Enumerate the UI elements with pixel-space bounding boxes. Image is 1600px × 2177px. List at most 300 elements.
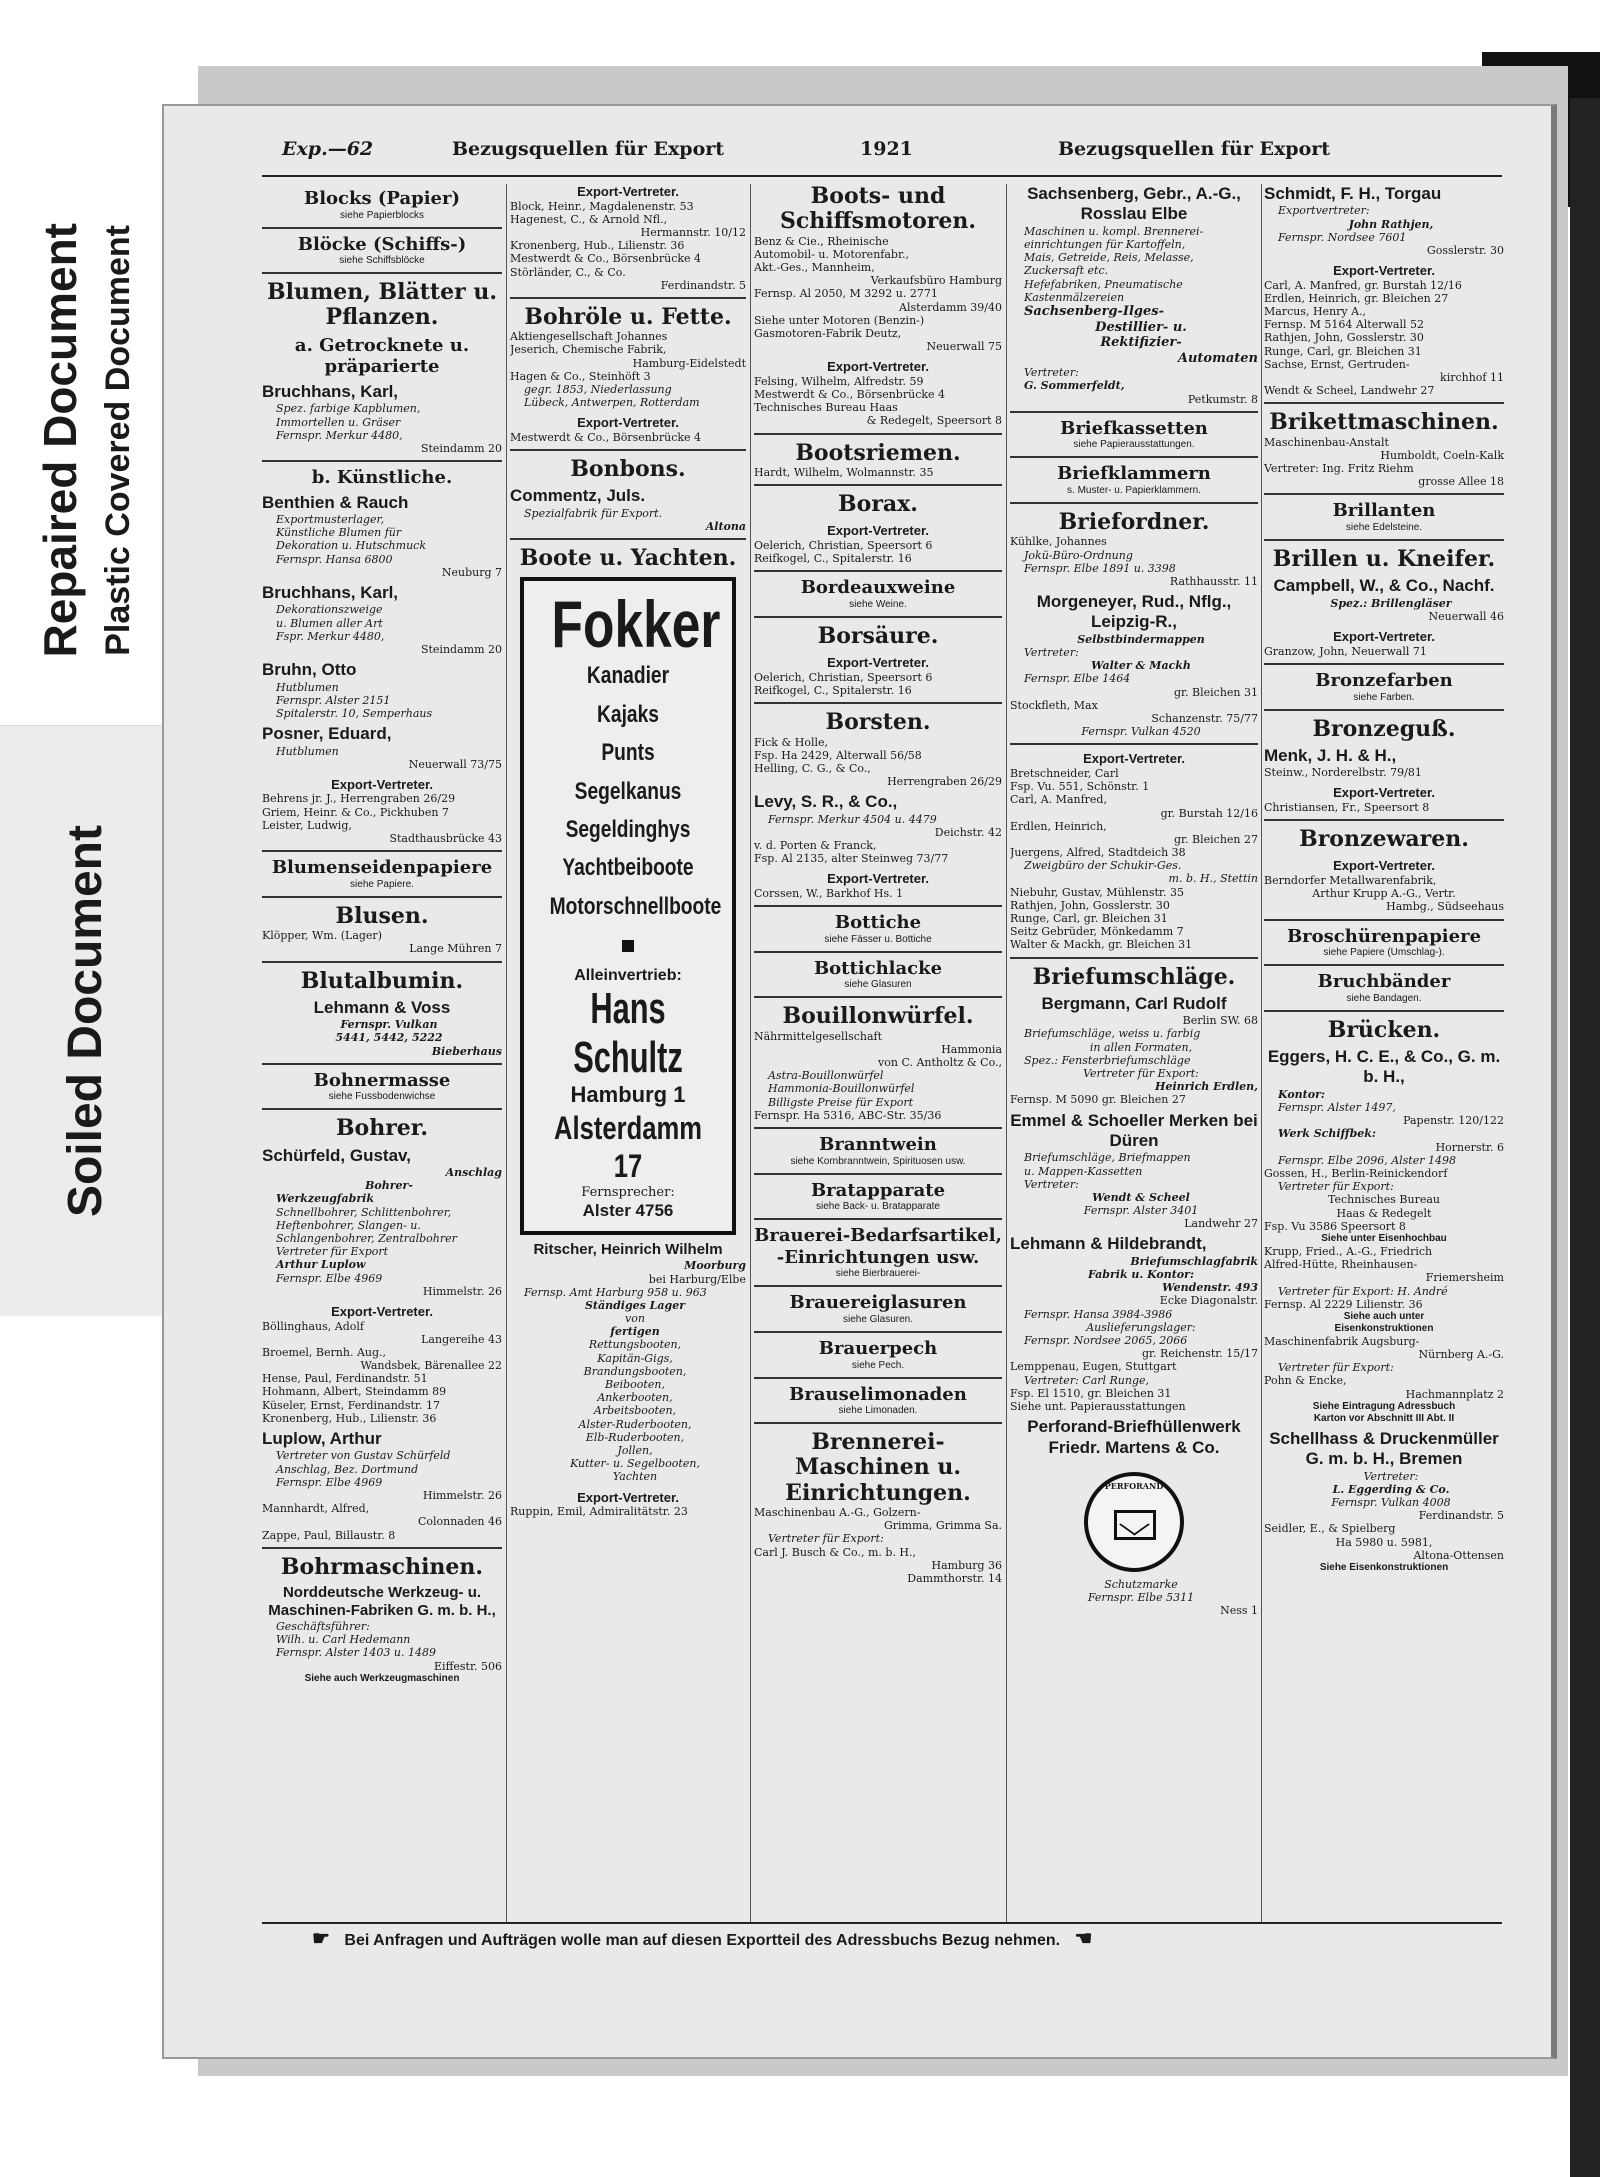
- entry-line: Spezialfabrik für Export.: [524, 506, 663, 520]
- entry-line: Oelerich, Christian, Speersort 6: [754, 670, 933, 684]
- entry-line: Elb-Ruderbooten,: [585, 1430, 685, 1444]
- entry-line: Störländer, C., & Co.: [510, 265, 626, 279]
- entry-address: gr. Bleichen 31: [1173, 685, 1258, 699]
- column-2: [510, 184, 746, 1924]
- footer-text: Bei Anfragen und Aufträgen wolle man auf diesen Exportteil des Adressbuchs Bezug nehmen.: [344, 1932, 1061, 1949]
- entry-address: Bieberhaus: [431, 1044, 502, 1058]
- export-agents-heading: Export-Vertreter.: [827, 523, 929, 539]
- entry-line: Fsp. El 1510, gr. Bleichen 31: [1010, 1386, 1172, 1400]
- separator: [262, 227, 502, 229]
- entry-line: Wendt & Scheel, Landwehr 27: [1264, 384, 1435, 398]
- entry-line: Vertreter für Export:: [1083, 1067, 1199, 1081]
- separator: [754, 1173, 1002, 1175]
- entry-address: Gosslerstr. 30: [1426, 243, 1504, 257]
- entry-line: Auslieferungslager:: [1086, 1320, 1196, 1334]
- separator: [754, 1218, 1002, 1220]
- see-reference: siehe Bierbrauerei-: [835, 1268, 921, 1280]
- entry-line: Geschäftsführer:: [276, 1620, 370, 1633]
- entry-line: Künstliche Blumen für: [276, 526, 402, 540]
- entry-line: Destillier- u.: [1095, 319, 1187, 335]
- entry-line: Küseler, Ernst, Ferdinandstr. 17: [262, 1398, 440, 1412]
- section-heading: Brauerei-Bedarfsartikel, -Einrichtungen usw.: [754, 1225, 1002, 1268]
- entry-address: gr. Bleichen 27: [1173, 832, 1258, 846]
- section-heading: Briefumschläge.: [1032, 963, 1236, 990]
- entry-address: m. b. H., Stettin: [1168, 872, 1258, 886]
- entry-line: Kastenmälzereien: [1024, 290, 1125, 304]
- export-agents-heading: Export-Vertreter.: [1333, 785, 1435, 801]
- entry-line: Fsp. Al 2135, alter Steinweg 73/77: [754, 852, 949, 866]
- entry-line: Ankerbooten,: [597, 1391, 673, 1405]
- entry-line: Kontor:: [1278, 1087, 1325, 1101]
- ad-item: Yachtbeiboote: [562, 854, 694, 882]
- entry-line: Fernsp. Al 2050, M 3292 u. 2771: [754, 287, 938, 301]
- pointing-hand-right-icon: ☛: [312, 1928, 330, 1950]
- entry-line: Alfred-Hütte, Rheinhausen-: [1264, 1258, 1418, 1272]
- separator: [262, 1108, 502, 1110]
- column-1: [262, 184, 502, 1924]
- entry-line: Billigste Preise für Export: [768, 1095, 914, 1109]
- see-reference: siehe Limonaden.: [838, 1405, 918, 1417]
- separator: [754, 484, 1002, 486]
- entry-line: Fernspr. Nordsee 7601: [1278, 230, 1407, 244]
- subsection-heading: a. Getrocknete u. präparierte: [294, 334, 470, 378]
- entry-address: Schanzenstr. 75/77: [1151, 711, 1258, 725]
- entry-line: Stockfleth, Max: [1010, 698, 1098, 712]
- entry-line: Runge, Carl, gr. Bleichen 31: [1264, 344, 1422, 358]
- entry-address: Hammonia: [941, 1042, 1002, 1056]
- entry-line: Vertreter: Carl Runge,: [1024, 1373, 1150, 1387]
- entry-address: Berlin SW. 68: [1182, 1014, 1258, 1028]
- entry-line: Hohmann, Albert, Steindamm 89: [262, 1385, 447, 1399]
- entry-line: Heftenbohrer, Slangen- u.: [276, 1218, 421, 1232]
- entry-line: Ruppin, Emil, Admiralitätstr. 23: [510, 1505, 688, 1519]
- entry-line: Zappe, Paul, Billaustr. 8: [262, 1528, 396, 1542]
- separator: [754, 1331, 1002, 1333]
- section-heading: Blumen, Blätter u. Pflanzen.: [267, 279, 497, 331]
- entry-line: Zweigbüro der Schukir-Ges.: [1024, 859, 1182, 873]
- entry-line: Vertreter:: [1024, 366, 1079, 380]
- entry-line: Briefumschläge, weiss u. farbig: [1024, 1027, 1201, 1041]
- entry-line: G. Sommerfeldt,: [1024, 379, 1125, 393]
- entry-line: Spez. farbige Kapblumen,: [276, 402, 421, 416]
- entry-address: Deichstr. 42: [934, 825, 1002, 839]
- entry-line: Fernspr. Elbe 2096, Alster 1498: [1278, 1153, 1456, 1167]
- entry-line: Fernsp. M 5164 Alterwall 52: [1264, 318, 1424, 332]
- entry-line: Gossen, H., Berlin-Reinickendorf: [1264, 1167, 1448, 1180]
- entry-line: Fernspr. Hansa 3984-3986: [1024, 1307, 1173, 1321]
- column-divider: [506, 184, 507, 1924]
- see-reference: Siehe Eisenkonstruktionen: [1319, 1561, 1449, 1573]
- separator: [1010, 743, 1258, 745]
- entry-line: John Rathjen,: [1348, 217, 1434, 231]
- entry-line: Walter & Mackh: [1091, 659, 1191, 673]
- company-name: Lehmann & Voss: [313, 997, 451, 1017]
- entry-line: Maschinenbau A.-G., Golzern-: [754, 1506, 921, 1520]
- entry-line: Maschinen u. kompl. Brennerei-: [1024, 224, 1204, 238]
- section-heading: Brillen u. Kneifer.: [1272, 546, 1496, 573]
- export-agents-heading: Export-Vertreter.: [577, 1489, 679, 1505]
- entry-address: Neuerwall 46: [1428, 609, 1504, 623]
- entry-line: Exportmusterlager,: [276, 513, 385, 527]
- entry-line: Fernspr. Vulkan: [340, 1018, 438, 1032]
- company-name: Perforand-Briefhüllenwerk Friedr. Martens & Co.: [1027, 1417, 1241, 1457]
- entry-line: Kutter- u. Segelbooten,: [570, 1457, 700, 1471]
- entry-line: Leister, Ludwig,: [262, 818, 352, 832]
- entry-address: Friemersheim: [1425, 1271, 1504, 1285]
- separator: [754, 616, 1002, 618]
- see-reference: siehe Schiffsblöcke: [339, 255, 425, 267]
- separator: [1264, 402, 1504, 404]
- entry-line: Lübeck, Antwerpen, Rotterdam: [524, 396, 700, 410]
- entry-address: Papenstr. 120/122: [1403, 1114, 1504, 1128]
- export-agents-heading: Export-Vertreter.: [1333, 629, 1435, 645]
- see-reference: siehe Weine.: [849, 598, 907, 610]
- label-soiled-document: Soiled Document: [58, 824, 112, 1218]
- entry-line: Hardt, Wilhelm, Wolmannstr. 35: [754, 465, 934, 479]
- company-name: Bergmann, Carl Rudolf: [1041, 993, 1227, 1013]
- entry-address: bei Harburg/Elbe: [648, 1272, 746, 1286]
- section-heading: Brauerpech: [818, 1337, 938, 1359]
- section-heading: Boots- und Schiffsmotoren.: [779, 184, 977, 235]
- see-reference: s. Muster- u. Papierklammern.: [1067, 485, 1201, 497]
- entry-line: Spez.: Brillengläser: [1330, 596, 1452, 610]
- company-name: Campbell, W., & Co., Nachf.: [1273, 576, 1495, 596]
- entry-line: Vertreter für Export:: [768, 1532, 884, 1546]
- entry-line: Hagen & Co., Steinhöft 3: [510, 369, 651, 383]
- entry-line: Ha 5980 u. 5981,: [1335, 1535, 1433, 1549]
- see-reference: siehe Kornbranntwein, Spirituosen usw.: [790, 1155, 966, 1167]
- entry-line: Jeserich, Chemische Fabrik,: [510, 343, 667, 357]
- section-heading: Bootsriemen.: [795, 439, 961, 466]
- company-name: Posner, Eduard,: [262, 724, 392, 744]
- section-heading: Bratapparate: [810, 1179, 946, 1201]
- section-heading: Bohrmaschinen.: [280, 1553, 484, 1580]
- entry-line: Mestwerdt & Co., Börsenbrücke 4: [510, 430, 702, 444]
- entry-address: Hermannstr. 10/12: [640, 225, 746, 239]
- subsection-heading: b. Künstliche.: [311, 467, 453, 489]
- entry-line: Siehe unter Motoren (Benzin-): [754, 313, 925, 327]
- export-agents-heading: Export-Vertreter.: [1333, 858, 1435, 874]
- company-name: Eggers, H. C. E., & Co., G. m. b. H.,: [1267, 1047, 1501, 1087]
- entry-line: Seidler, E., & Spielberg: [1264, 1522, 1396, 1536]
- section-heading: Branntwein: [819, 1134, 937, 1155]
- entry-line: Mannhardt, Alfred,: [262, 1502, 370, 1516]
- company-name: Benthien & Rauch: [262, 492, 409, 512]
- entry-line: Hammonia-Bouillonwürfel: [768, 1082, 915, 1096]
- ad-title: Fokker: [551, 587, 721, 662]
- see-reference: siehe Glasuren.: [842, 1313, 914, 1325]
- entry-line: Fsp. Vu. 551, Schönstr. 1: [1010, 780, 1150, 794]
- company-name: Morgeneyer, Rud., Nflg., Leipzig-R.,: [1036, 592, 1232, 632]
- separator: [754, 951, 1002, 953]
- header-year: 1921: [860, 138, 913, 160]
- entry-line: Fernspr. Elbe 1464: [1024, 672, 1131, 686]
- entry-line: Selbstbindermappen: [1077, 632, 1205, 646]
- entry-line: Schutzmarke: [1104, 1577, 1178, 1591]
- entry-line: Fernspr. Vulkan 4520: [1081, 725, 1201, 739]
- see-reference: siehe Fässer u. Bottiche: [824, 933, 932, 945]
- entry-line: Ständiges Lager: [584, 1298, 686, 1312]
- ad-sole-distribution: Alleinvertrieb:: [574, 967, 682, 985]
- entry-line: Griem, Heinr. & Co., Pickhuben 7: [262, 805, 449, 819]
- column-3: [754, 184, 1002, 1924]
- separator: [1264, 539, 1504, 541]
- section-heading: Brücken.: [1327, 1016, 1441, 1043]
- label-plastic-covered-document: Plastic Covered Document: [98, 224, 137, 656]
- entry-line: Maschinenbau-Anstalt: [1264, 435, 1389, 449]
- section-heading: Borax.: [838, 491, 918, 518]
- entry-address: Ferdinandstr. 5: [1418, 1509, 1504, 1523]
- ad-bullet-square: [622, 940, 634, 952]
- separator: [1010, 957, 1258, 959]
- page-footer: [312, 1926, 1492, 1951]
- entry-line: Berndorfer Metallwarenfabrik,: [1264, 874, 1437, 888]
- see-reference: siehe Papiere.: [350, 878, 414, 890]
- export-agents-heading: Export-Vertreter.: [577, 415, 679, 431]
- separator: [262, 272, 502, 274]
- entry-line: Carl J. Busch & Co., m. b. H.,: [754, 1545, 917, 1559]
- entry-line: Kapitän-Gigs,: [597, 1351, 673, 1365]
- section-heading: Bonbons.: [570, 456, 686, 483]
- entry-line: Fernspr. Elbe 5311: [1087, 1591, 1195, 1605]
- entry-line: Fernspr. Merkur 4480,: [276, 428, 403, 442]
- entry-address: Colonnaden 46: [417, 1515, 502, 1529]
- see-reference: siehe Edelsteine.: [1345, 522, 1423, 534]
- entry-line: Vertreter für Export:: [1278, 1180, 1394, 1194]
- entry-line: Fabrik u. Kontor:: [1087, 1268, 1195, 1282]
- entry-line: Fernsp. M 5090 gr. Bleichen 27: [1010, 1093, 1186, 1107]
- entry-line: Fernspr. Vulkan 4008: [1331, 1495, 1451, 1509]
- entry-line: Anschlag: [445, 1166, 502, 1180]
- section-heading: Bohrer.: [335, 1115, 429, 1142]
- entry-line: Maschinenfabrik Augsburg-: [1264, 1334, 1420, 1348]
- separator: [510, 449, 746, 451]
- entry-address: kirchhof 11: [1440, 371, 1504, 385]
- entry-line: Rathjen, John, Gosslerstr. 30: [1010, 898, 1170, 912]
- section-heading: Broschürenpapiere: [1286, 925, 1482, 947]
- separator: [1264, 663, 1504, 665]
- entry-line: Exportvertreter:: [1278, 204, 1370, 218]
- label-repaired-document: Repaired Document: [33, 222, 86, 658]
- section-heading: Bouillonwürfel.: [782, 1003, 974, 1030]
- entry-line: Bretschneider, Carl: [1010, 766, 1119, 780]
- entry-address: Neuburg 7: [441, 565, 502, 579]
- company-name: Lehmann & Hildebrandt,: [1010, 1234, 1207, 1254]
- entry-address: Hamburg-Eidelstedt: [632, 356, 746, 370]
- see-reference: siehe Farben.: [1353, 691, 1415, 703]
- company-name: Schellhass & Druckenmüller G. m. b. H., Bremen: [1269, 1428, 1499, 1469]
- entry-line: Dekoration u. Hutschmuck: [276, 539, 426, 553]
- separator: [1264, 493, 1504, 495]
- entry-line: Vertreter für Export:: [1278, 1361, 1394, 1375]
- entry-line: u. Blumen aller Art: [276, 616, 383, 630]
- header-title-left: Bezugsquellen für Export: [452, 138, 725, 160]
- entry-line: Brandungsbooten,: [583, 1364, 687, 1378]
- side-label-panel-repaired: [0, 160, 170, 720]
- entry-line: Vertreter:: [1024, 646, 1079, 660]
- entry-address: Humboldt, Coeln-Kalk: [1380, 448, 1504, 462]
- see-reference: Siehe auch unter: [1343, 1310, 1425, 1322]
- entry-line: L. Eggerding & Co.: [1332, 1482, 1450, 1496]
- entry-line: Briefumschläge, Briefmappen: [1024, 1151, 1191, 1165]
- entry-line: Fernspr. Nordsee 2065, 2066: [1024, 1334, 1188, 1347]
- entry-address: Petkumstr. 8: [1187, 392, 1258, 406]
- entry-line: 5441, 5442, 5222: [335, 1031, 443, 1045]
- entry-line: Steinw., Norderelbstr. 79/81: [1264, 766, 1422, 780]
- export-agents-heading: Export-Vertreter.: [1083, 751, 1185, 767]
- entry-line: Hutblumen: [276, 680, 339, 694]
- entry-address: Hornerstr. 6: [1435, 1140, 1504, 1154]
- entry-line: Kronenberg, Hub., Lilienstr. 36: [262, 1411, 437, 1425]
- entry-line: Anschlag, Bez. Dortmund: [276, 1462, 419, 1476]
- entry-address: & Redegelt, Speersort 8: [866, 414, 1002, 428]
- entry-line: Helling, C. G., & Co.,: [754, 761, 871, 775]
- entry-line: Fernspr. Alster 1497,: [1278, 1101, 1396, 1115]
- entry-line: v. d. Porten & Franck,: [754, 839, 877, 853]
- entry-line: Krupp, Fried., A.-G., Friedrich: [1264, 1244, 1433, 1258]
- section-heading: Bronzeguß.: [1312, 715, 1456, 742]
- entry-line: Juergens, Alfred, Stadtdeich 38: [1010, 846, 1186, 860]
- entry-address: von C. Antholtz & Co.,: [878, 1056, 1002, 1070]
- entry-line: Sachsenberg-Ilges-: [1024, 303, 1165, 319]
- entry-line: Spez.: Fensterbriefumschläge: [1024, 1053, 1191, 1067]
- entry-line: Mais, Getreide, Reis, Melasse,: [1024, 251, 1194, 265]
- ad-item: Segelkanus: [574, 777, 682, 805]
- entry-line: Corssen, W., Barkhof Hs. 1: [754, 887, 904, 901]
- entry-line: Christiansen, Fr., Speersort 8: [1264, 800, 1430, 814]
- entry-line: Jokü-Büro-Ordnung: [1024, 548, 1133, 562]
- header-rule: [262, 175, 1502, 177]
- entry-line: Gasmotoren-Fabrik Deutz,: [754, 326, 902, 340]
- separator: [1264, 1010, 1504, 1012]
- footer-rule: [262, 1922, 1502, 1924]
- entry-address: Ness 1: [1220, 1604, 1258, 1618]
- see-reference: siehe Papierblocks: [340, 209, 424, 221]
- column-4: [1010, 184, 1258, 1924]
- separator: [754, 1422, 1002, 1424]
- company-name: Commentz, Juls.: [510, 486, 646, 506]
- ad-company: Hans Schultz: [573, 984, 683, 1082]
- section-heading: Boote u. Yachten.: [519, 545, 737, 572]
- see-reference: siehe Papiere (Umschlag-).: [1323, 947, 1445, 959]
- export-agents-heading: Export-Vertreter.: [827, 359, 929, 375]
- entry-line: Yachten: [612, 1470, 658, 1484]
- export-agents-heading: Export-Vertreter.: [577, 184, 679, 199]
- ad-item: Punts: [601, 739, 655, 767]
- entry-line: Runge, Carl, gr. Bleichen 31: [1010, 912, 1168, 926]
- section-heading: Bordeauxweine: [800, 577, 956, 599]
- entry-address: Verkaufsbüro Hamburg: [870, 274, 1002, 288]
- entry-line: Technisches Bureau: [1328, 1193, 1440, 1207]
- entry-address: Langereihe 43: [421, 1332, 502, 1346]
- column-divider: [1006, 184, 1007, 1924]
- entry-line: Werkzeugfabrik: [276, 1192, 374, 1206]
- entry-address: Wandsbek, Bärenallee 22: [360, 1359, 502, 1373]
- entry-address: Himmelstr. 26: [422, 1284, 502, 1298]
- entry-address: Steindamm 20: [420, 441, 502, 455]
- entry-line: Nährmittelgesellschaft: [754, 1029, 883, 1043]
- section-heading: Blumenseidenpapiere: [271, 857, 493, 879]
- entry-line: Mestwerdt & Co., Börsenbrücke 4: [510, 252, 702, 266]
- entry-address: Hamburg 36: [931, 1558, 1002, 1572]
- separator: [1010, 411, 1258, 413]
- entry-line: Benz & Cie., Rheinische: [754, 234, 889, 248]
- entry-line: Walter & Mackh, gr. Bleichen 31: [1010, 938, 1193, 952]
- entry-line: Werk Schiffbek:: [1278, 1127, 1376, 1141]
- entry-address: Hachmannplatz 2: [1405, 1387, 1504, 1401]
- entry-line: Technisches Bureau Haas: [754, 401, 898, 415]
- entry-line: Siehe unt. Papierausstattungen: [1010, 1399, 1186, 1413]
- see-reference: Siehe auch Werkzeugmaschinen: [304, 1672, 460, 1684]
- entry-line: Arbeitsbooten,: [593, 1404, 677, 1418]
- entry-line: Behrens jr. J., Herrengraben 26/29: [262, 792, 456, 806]
- entry-line: Fernspr. Alster 3401: [1083, 1204, 1199, 1218]
- entry-line: Hagenest, C., & Arnold Nfl.,: [510, 212, 668, 226]
- see-reference: siehe Pech.: [851, 1359, 905, 1371]
- page-number: Exp.—62: [282, 138, 374, 160]
- entry-line: Carl, A. Manfred, gr. Burstah 12/16: [1264, 278, 1462, 292]
- entry-line: Rektifizier-: [1100, 335, 1182, 351]
- entry-line: Astra-Bouillonwürfel: [768, 1069, 884, 1083]
- section-heading: Blusen.: [335, 902, 429, 929]
- logo-text: PERFORAND: [1104, 1480, 1164, 1491]
- envelope-icon: [1114, 1510, 1156, 1540]
- ad-address: Alsterdamm 17: [554, 1109, 702, 1184]
- section-heading: Blocks (Papier): [304, 188, 460, 209]
- entry-line: Vertreter: Ing. Fritz Riehm: [1264, 462, 1414, 476]
- entry-line: Fspr. Merkur 4480,: [276, 629, 385, 643]
- perforand-trademark-logo: [1084, 1472, 1184, 1572]
- entry-address: Herrengraben 26/29: [887, 775, 1002, 789]
- scan-dark-edge: [1570, 98, 1600, 2177]
- see-reference: Siehe Eintragung Adressbuch: [1312, 1400, 1456, 1412]
- company-name: Ritscher, Heinrich Wilhelm: [533, 1241, 723, 1259]
- separator: [262, 850, 502, 852]
- entry-address: Lange Mühren 7: [409, 942, 502, 956]
- separator: [1264, 709, 1504, 711]
- entry-address: Neuerwall 73/75: [408, 757, 502, 771]
- entry-line: Kronenberg, Hub., Lilienstr. 36: [510, 239, 685, 253]
- header-title-right: Bezugsquellen für Export: [1058, 138, 1331, 160]
- entry-line: Fernspr. Elbe 4969: [276, 1271, 383, 1285]
- company-name: Bruchhans, Karl,: [262, 381, 399, 401]
- entry-line: Moorburg: [684, 1259, 746, 1273]
- see-reference: siehe Papierausstattungen.: [1073, 439, 1195, 451]
- ad-item: Kajaks: [597, 700, 659, 728]
- separator: [510, 297, 746, 299]
- see-reference: Karton vor Abschnitt III Abt. II: [1313, 1412, 1455, 1424]
- entry-address: grosse Allee 18: [1418, 475, 1504, 489]
- see-reference: siehe Back- u. Bratapparate: [816, 1201, 940, 1213]
- entry-line: Kühlke, Johannes: [1010, 535, 1107, 549]
- section-heading: Brauereiglasuren: [789, 1292, 967, 1314]
- entry-line: Vertreter von Gustav Schürfeld: [276, 1449, 451, 1463]
- entry-line: Reifkogel, C., Spitalerstr. 16: [754, 684, 912, 698]
- entry-line: Automaten: [1177, 350, 1258, 366]
- separator: [1264, 919, 1504, 921]
- entry-line: Fernspr. Hansa 6800: [276, 552, 393, 566]
- section-heading: Blöcke (Schiffs-): [297, 233, 467, 255]
- page-header: [282, 138, 1512, 168]
- separator: [754, 996, 1002, 998]
- separator: [754, 905, 1002, 907]
- separator: [754, 1127, 1002, 1129]
- entry-address: Ferdinandstr. 5: [660, 278, 746, 292]
- entry-line: Fsp. Ha 2429, Alterwall 56/58: [754, 748, 922, 762]
- ad-phone: Alster 4756: [582, 1200, 674, 1220]
- company-name: Luplow, Arthur: [262, 1429, 382, 1448]
- entry-line: Alster-Ruderbooten,: [578, 1417, 692, 1431]
